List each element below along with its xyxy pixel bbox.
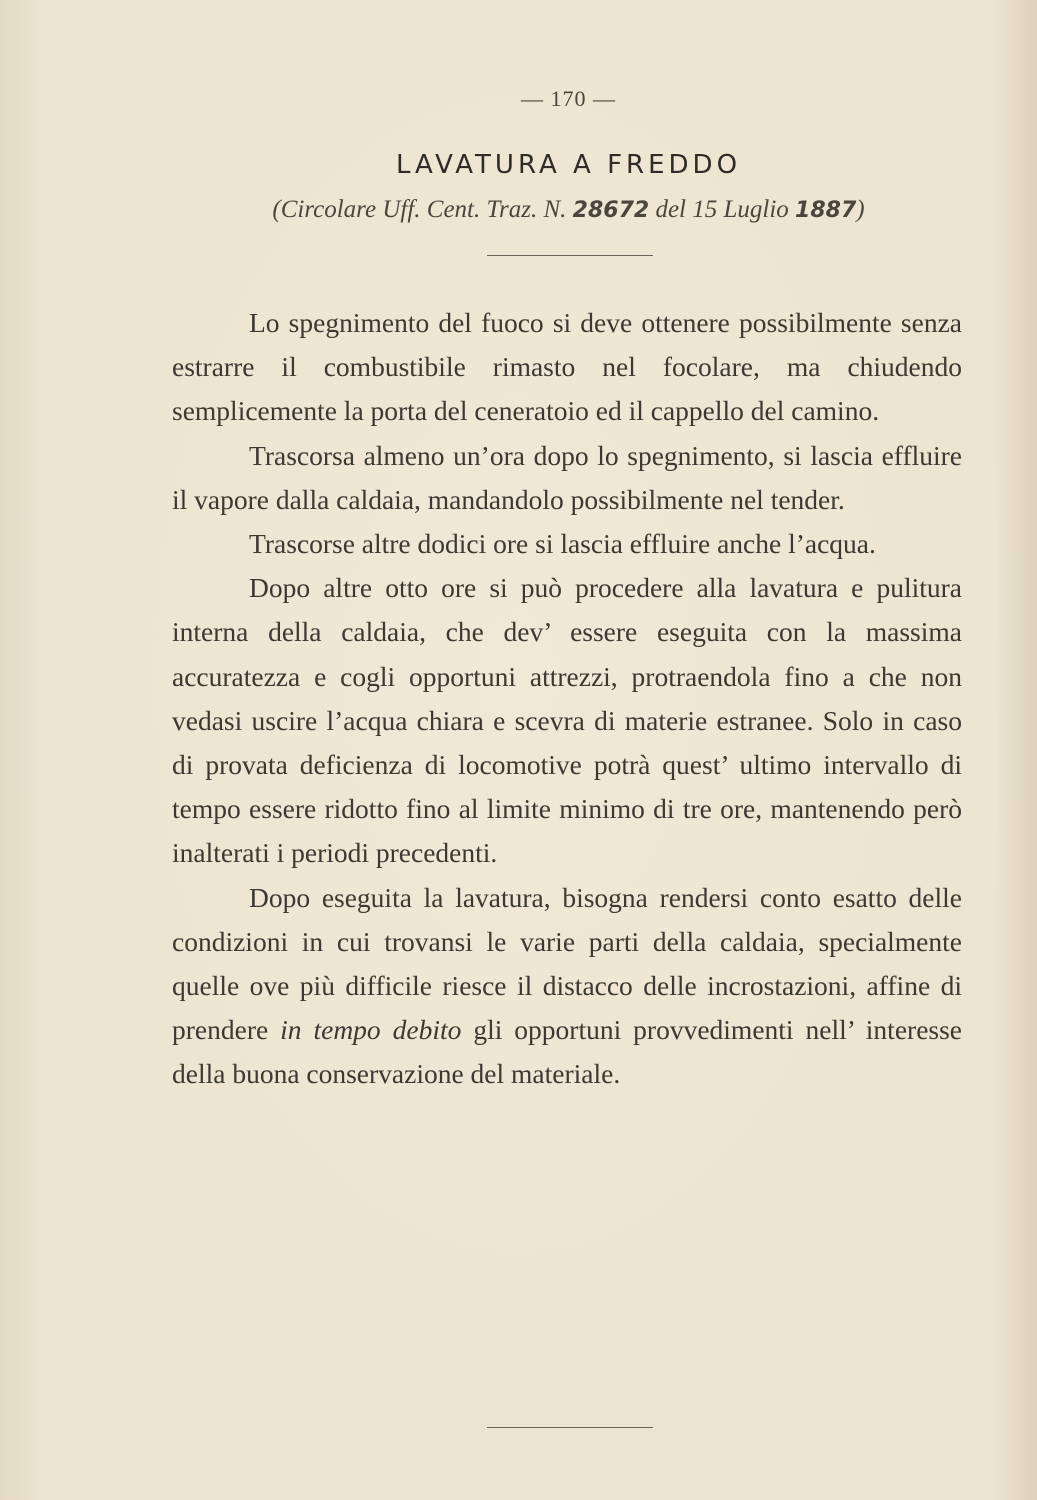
subtitle-middle: del 15 Luglio [649,196,796,223]
page-number: — 170 — [521,86,616,111]
paragraph-5-before: Dopo eseguita la lavatura, bisogna rendersi conto esatto delle condizioni in cui trovansi le varie parti della caldaia, specialmente quelle ove più difficile riesce il distacco delle incrostazioni, affine di prendere [172,881,962,1046]
section-title: LAVATURA A FREDDO [395,150,742,180]
top-divider [487,255,653,256]
paragraph-5-italic: in tempo debito [280,1014,462,1046]
paragraph-5-after: gli opportuni provvedimenti nell’ interesse della buona conservazione del materiale. [172,1014,963,1090]
subtitle-year: 1887 [795,198,857,223]
paragraph-3: Trascorse altre dodici ore si lascia effluire anche l’acqua. [249,528,876,560]
subtitle-suffix: ) [856,196,865,223]
section-subtitle [0,196,1037,224]
body-text [172,301,962,1097]
paragraph-2: Trascorsa almeno un’ora dopo lo spegnimento, si lascia effluire il vapore dalla caldaia, mandandolo possibilmente nel tender. [172,439,962,515]
paragraph-5 [172,876,962,1097]
bottom-divider [487,1427,653,1428]
paragraph-4: Dopo altre otto ore si può procedere alla lavatura e pulitura interna della caldaia, che dev’ essere eseguita con la massima accuratezza e cogli opportuni attrezzi, protraendola fino a che non vedasi uscire l’acqua chiara e scevra di materie estranee. Solo in caso di provata deficienza di locomotive potrà quest’ ultimo intervallo di tempo essere ridotto fino al limite minimo di tre ore, mantenendo però inalterati i periodi precedenti. [172,572,962,869]
subtitle-prefix: (Circolare Uff. Cent. Traz. N. [272,196,573,223]
paragraph-1: Lo spegnimento del fuoco si deve ottenere possibilmente senza estrarre il combustibile rimasto nel focolare, ma chiudendo semplicemente la porta del ceneratoio ed il cappello del camino. [172,307,962,427]
circular-number: 28672 [572,198,650,223]
